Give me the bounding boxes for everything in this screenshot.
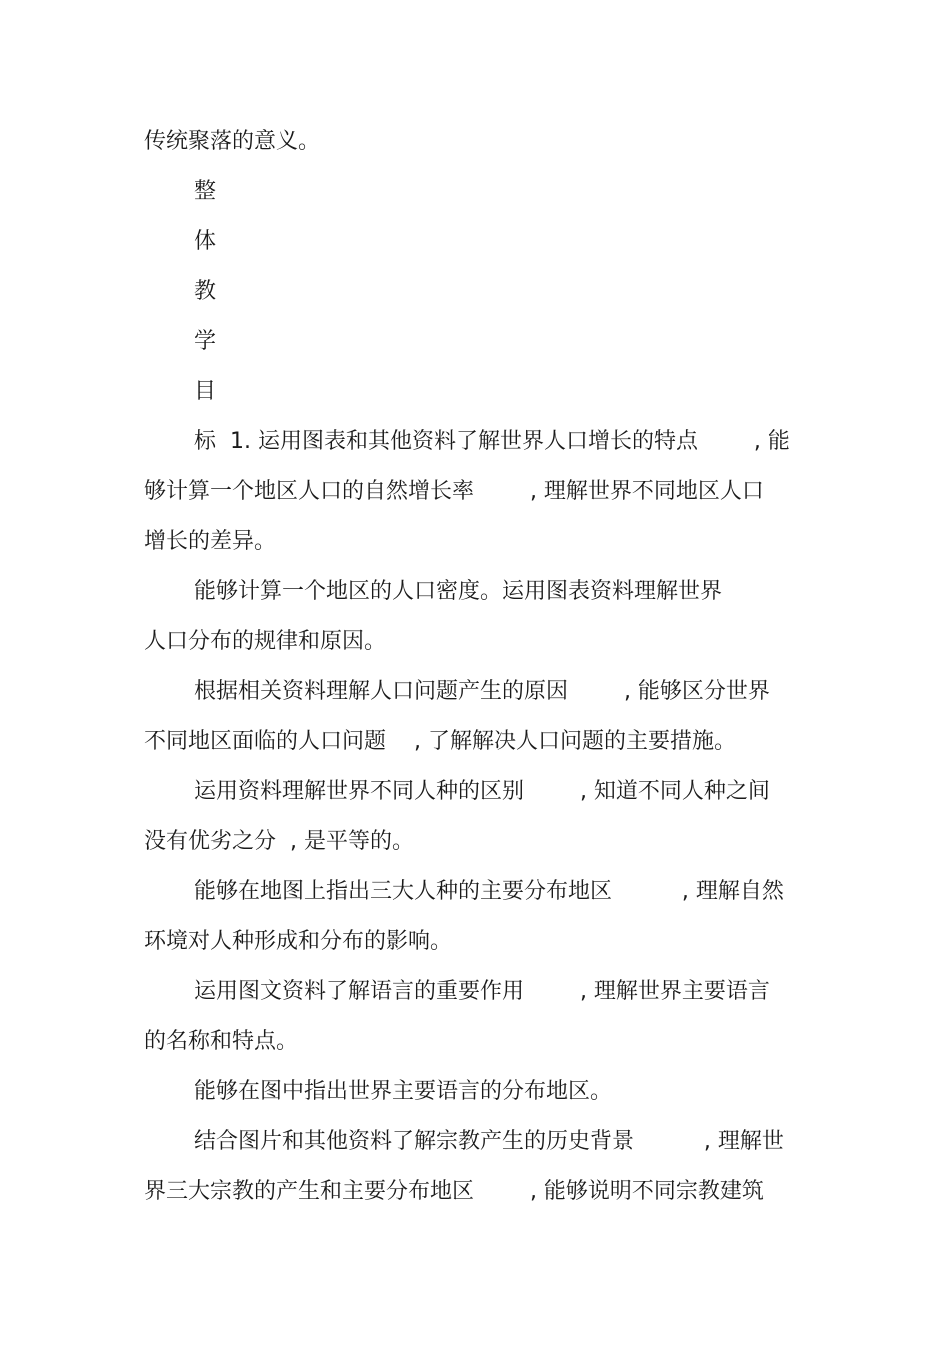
text-line-3: 体 [194,229,217,254]
text-line-9: 增长的差异。 [144,529,277,554]
text-line-16: 能够在地图上指出三大人种的主要分布地区 , 理解自然 [194,879,784,904]
text-line-8: 够计算一个地区人口的自然增长率 , 理解世界不同地区人口 [144,479,764,504]
text-line-6: 目 [194,379,217,404]
text-line-4: 教 [194,279,217,304]
text-line-11: 人口分布的规律和原因。 [144,629,387,654]
text-line-5: 学 [194,329,217,354]
text-line-14: 运用资料理解世界不同人种的区别 , 知道不同人种之间 [194,779,770,804]
text-line-13: 不同地区面临的人口问题 , 了解解决人口问题的主要措施。 [144,729,736,754]
text-line-7: 标 1. 运用图表和其他资料了解世界人口增长的特点 , 能 [194,429,790,454]
text-line-18: 运用图文资料了解语言的重要作用 , 理解世界主要语言 [194,979,770,1004]
text-line-17: 环境对人种形成和分布的影响。 [144,929,453,954]
text-line-21: 结合图片和其他资料了解宗教产生的历史背景 , 理解世 [194,1129,784,1154]
text-line-19: 的名称和特点。 [144,1029,299,1054]
text-line-10: 能够计算一个地区的人口密度。运用图表资料理解世界 [194,579,723,604]
text-line-12: 根据相关资料理解人口问题产生的原因 , 能够区分世界 [194,679,770,704]
text-line-22: 界三大宗教的产生和主要分布地区 , 能够说明不同宗教建筑 [144,1179,764,1204]
text-line-2: 整 [194,179,217,204]
text-line-20: 能够在图中指出世界主要语言的分布地区。 [194,1079,613,1104]
text-line-15: 没有优劣之分 , 是平等的。 [144,829,414,854]
text-line-1: 传统聚落的意义。 [144,129,321,154]
